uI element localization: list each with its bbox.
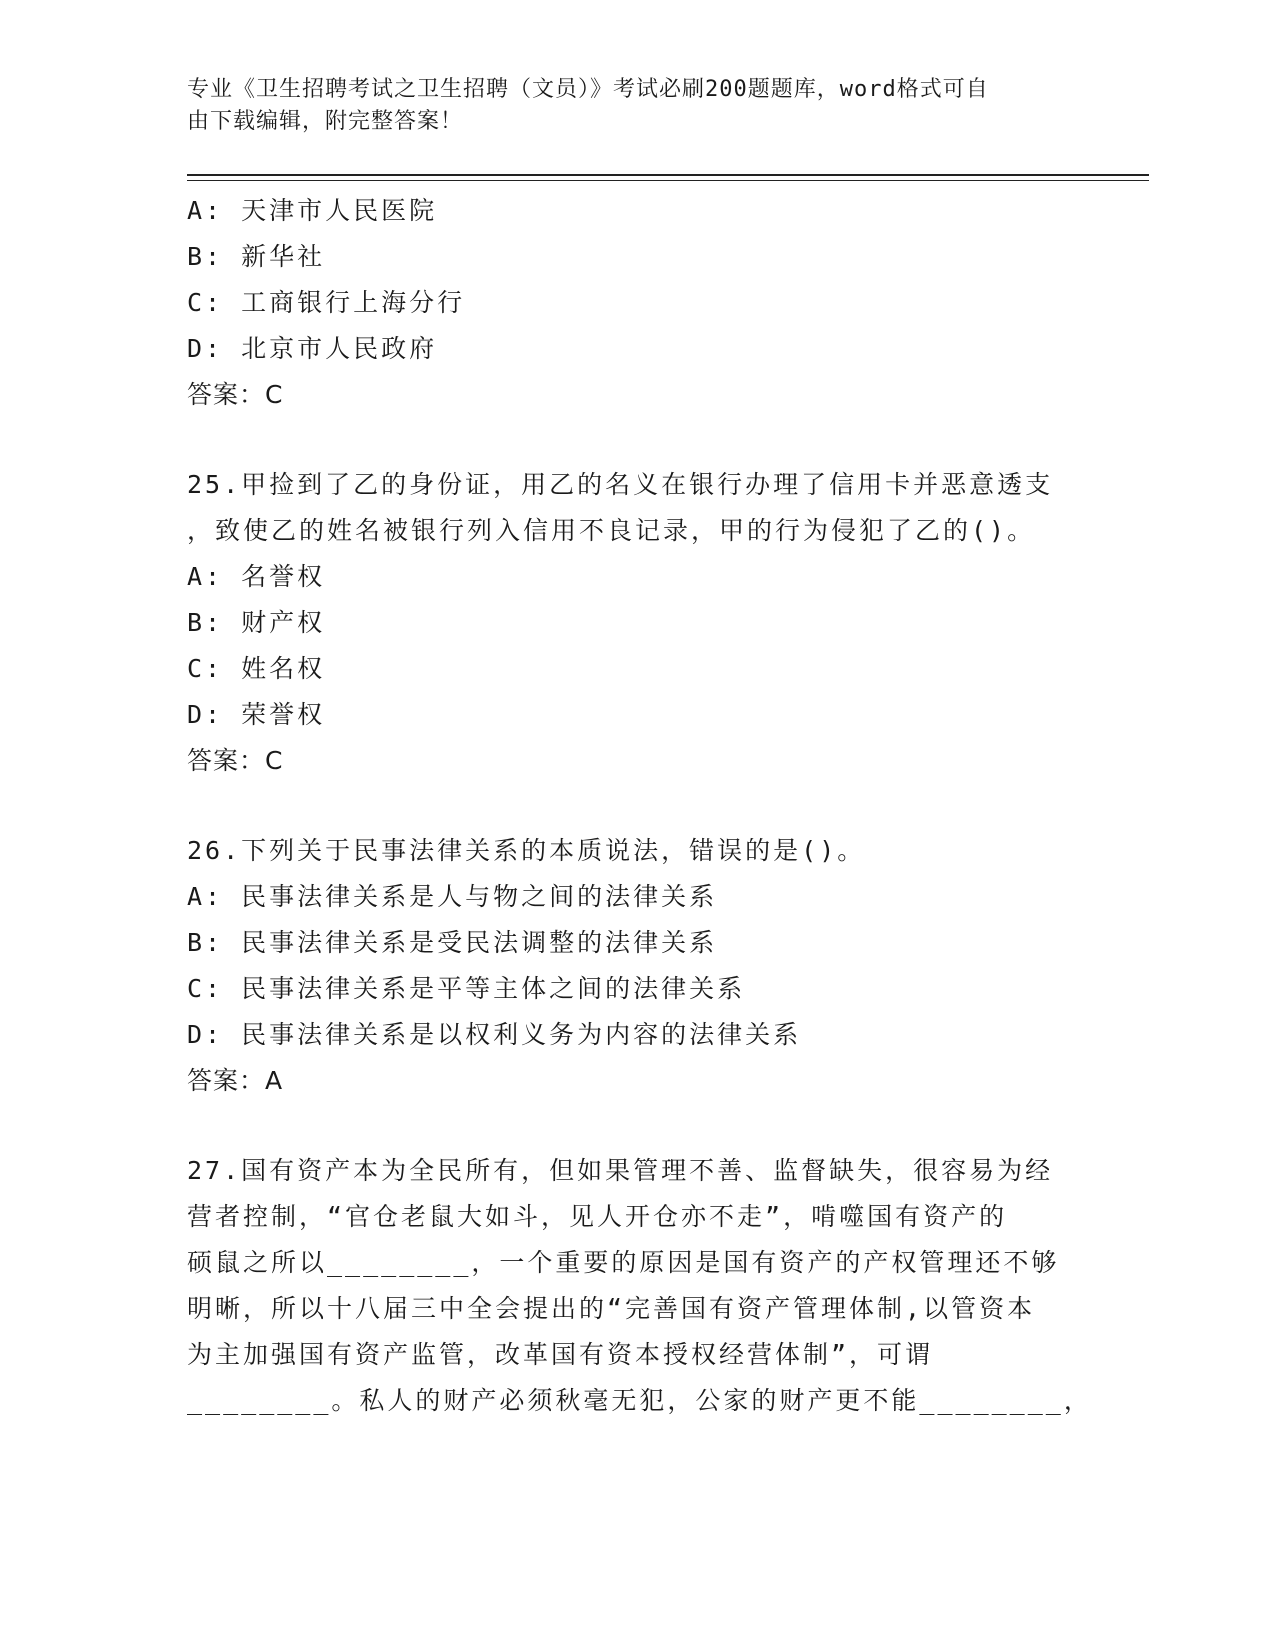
question-26 xyxy=(187,828,1087,1104)
answer-line: 答案：C xyxy=(187,746,284,775)
spacer xyxy=(187,1104,1087,1148)
question-stem: 25.甲捡到了乙的身份证，用乙的名义在银行办理了信用卡并恶意透支 xyxy=(187,470,1054,499)
header-line: 由下载编辑，附完整答案！ xyxy=(187,109,464,134)
option-d: D: 北京市人民政府 xyxy=(187,334,438,363)
header-line: 专业《卫生招聘考试之卫生招聘（文员）》考试必刷200题题库，word格式可自 xyxy=(187,77,989,102)
answer-line: 答案：A xyxy=(187,1066,284,1095)
option-a: A: 名誉权 xyxy=(187,562,326,591)
question-25 xyxy=(187,462,1087,784)
question-stem: 硕鼠之所以________，一个重要的原因是国有资产的产权管理还不够 xyxy=(187,1248,1060,1277)
option-d: D: 民事法律关系是以权利义务为内容的法律关系 xyxy=(187,1020,802,1049)
option-c: C: 工商银行上海分行 xyxy=(187,288,466,317)
option-b: B: 财产权 xyxy=(187,608,326,637)
question-list xyxy=(187,188,1092,1424)
option-b: B: 民事法律关系是受民法调整的法律关系 xyxy=(187,928,718,957)
spacer xyxy=(187,418,1087,462)
question-stem: ________。私人的财产必须秋毫无犯，公家的财产更不能________， xyxy=(187,1386,1092,1415)
question-stem: 27.国有资产本为全民所有，但如果管理不善、监督缺失，很容易为经 xyxy=(187,1156,1054,1185)
question-27 xyxy=(187,1148,1092,1424)
question-24 xyxy=(187,188,1087,418)
question-stem: 明晰，所以十八届三中全会提出的“完善国有资产管理体制,以管资本 xyxy=(187,1294,1036,1323)
option-c: C: 姓名权 xyxy=(187,654,326,683)
question-stem: 为主加强国有资产监管，改革国有资本授权经营体制”，可谓 xyxy=(187,1340,934,1369)
question-stem: 26.下列关于民事法律关系的本质说法，错误的是()。 xyxy=(187,836,866,865)
document-header xyxy=(187,74,1067,138)
answer-line: 答案：C xyxy=(187,380,284,409)
spacer xyxy=(187,784,1087,828)
option-d: D: 荣誉权 xyxy=(187,700,326,729)
question-stem: 营者控制，“官仓老鼠大如斗，见人开仓亦不走”，啃噬国有资产的 xyxy=(187,1202,1008,1231)
option-b: B: 新华社 xyxy=(187,242,326,271)
question-stem: ，致使乙的姓名被银行列入信用不良记录，甲的行为侵犯了乙的()。 xyxy=(187,516,1036,545)
option-c: C: 民事法律关系是平等主体之间的法律关系 xyxy=(187,974,746,1003)
option-a: A: 民事法律关系是人与物之间的法律关系 xyxy=(187,882,718,911)
header-divider-thin xyxy=(187,180,1149,181)
option-a: A: 天津市人民医院 xyxy=(187,196,438,225)
header-divider xyxy=(187,174,1149,176)
